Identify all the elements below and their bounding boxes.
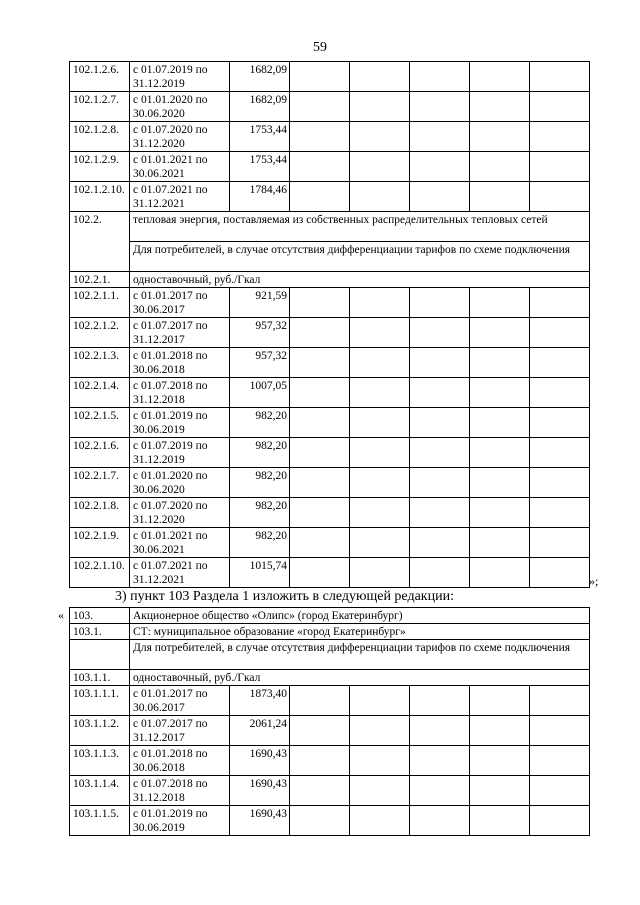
empty-cell	[290, 378, 350, 408]
empty-cell	[350, 686, 410, 716]
empty-cell	[350, 558, 410, 588]
empty-cell	[530, 408, 590, 438]
empty-cell	[290, 122, 350, 152]
row-code: 102.1.2.6.	[70, 62, 130, 92]
empty-cell	[410, 318, 470, 348]
tariff-table-1	[69, 61, 590, 588]
empty-cell	[410, 408, 470, 438]
table-row	[70, 498, 590, 528]
row-code: 103.1.	[70, 624, 130, 640]
empty-cell	[290, 746, 350, 776]
row-code: 103.1.1.	[70, 670, 130, 686]
row-value: 982,20	[230, 468, 290, 498]
row-heading: одноставочный, руб./Гкал	[130, 272, 590, 288]
row-code: 103.	[70, 608, 130, 624]
empty-cell	[350, 716, 410, 746]
empty-cell	[290, 528, 350, 558]
row-code: 102.2.1.	[70, 272, 130, 288]
empty-cell	[350, 348, 410, 378]
table-row	[70, 152, 590, 182]
row-period: с 01.01.2021 по 30.06.2021	[130, 528, 230, 558]
row-code: 102.2.1.3.	[70, 348, 130, 378]
row-value: 1682,09	[230, 92, 290, 122]
opening-quote-mark: «	[58, 608, 64, 622]
empty-cell	[470, 686, 530, 716]
table-row	[70, 438, 590, 468]
closing-quote-mark: »;	[589, 574, 599, 588]
empty-cell	[290, 408, 350, 438]
row-period: с 01.01.2019 по 30.06.2019	[130, 806, 230, 836]
empty-cell	[410, 182, 470, 212]
empty-cell	[290, 62, 350, 92]
empty-cell	[530, 152, 590, 182]
empty-cell	[530, 182, 590, 212]
empty-cell	[470, 746, 530, 776]
row-value: 1753,44	[230, 122, 290, 152]
note-row	[70, 242, 590, 272]
row-code: 102.2.1.1.	[70, 288, 130, 318]
row-code: 102.2.1.10.	[70, 558, 130, 588]
empty-cell	[470, 318, 530, 348]
note-text: Для потребителей, в случае отсутствия дифференциации тарифов по схеме подключения	[130, 640, 590, 670]
empty-cell	[290, 686, 350, 716]
empty-cell	[410, 528, 470, 558]
empty-cell	[350, 62, 410, 92]
row-value: 1690,43	[230, 776, 290, 806]
row-code: 103.1.1.5.	[70, 806, 130, 836]
empty-cell	[290, 182, 350, 212]
empty-cell	[350, 378, 410, 408]
empty-cell	[290, 776, 350, 806]
heading-row	[70, 624, 590, 640]
empty-cell	[290, 806, 350, 836]
row-value: 921,59	[230, 288, 290, 318]
empty-cell	[470, 716, 530, 746]
tariff-table-2	[69, 607, 590, 836]
empty-cell	[350, 318, 410, 348]
empty-cell	[470, 152, 530, 182]
empty-cell	[350, 182, 410, 212]
row-value: 1682,09	[230, 62, 290, 92]
row-period: с 01.01.2017 по 30.06.2017	[130, 288, 230, 318]
note-text: Для потребителей, в случае отсутствия дифференциации тарифов по схеме подключения	[130, 242, 590, 272]
empty-cell	[410, 92, 470, 122]
empty-cell	[350, 776, 410, 806]
empty-cell	[470, 498, 530, 528]
empty-cell	[410, 122, 470, 152]
empty-cell	[530, 348, 590, 378]
empty-cell	[530, 318, 590, 348]
empty-cell	[350, 288, 410, 318]
empty-cell	[290, 498, 350, 528]
table-row	[70, 716, 590, 746]
row-heading: Акционерное общество «Олипс» (город Екатеринбург)	[130, 608, 590, 624]
row-code: 103.1.1.3.	[70, 746, 130, 776]
empty-cell	[290, 468, 350, 498]
empty-cell	[290, 348, 350, 378]
heading-row	[70, 670, 590, 686]
empty-cell	[350, 498, 410, 528]
empty-cell	[410, 716, 470, 746]
row-period: с 01.07.2018 по 31.12.2018	[130, 776, 230, 806]
row-period: с 01.07.2021 по 31.12.2021	[130, 182, 230, 212]
row-code: 102.2.1.6.	[70, 438, 130, 468]
table-row	[70, 408, 590, 438]
heading-row	[70, 272, 590, 288]
instruction-text: 3) пункт 103 Раздела 1 изложить в следующей редакции:	[115, 589, 454, 604]
row-value: 982,20	[230, 528, 290, 558]
row-period: с 01.01.2018 по 30.06.2018	[130, 348, 230, 378]
empty-cell	[350, 92, 410, 122]
empty-cell	[470, 558, 530, 588]
row-period: с 01.01.2018 по 30.06.2018	[130, 746, 230, 776]
row-code: 103.1.1.1.	[70, 686, 130, 716]
empty-cell	[410, 378, 470, 408]
empty-cell	[530, 746, 590, 776]
row-code: 102.1.2.8.	[70, 122, 130, 152]
heading-row	[70, 608, 590, 624]
row-period: с 01.01.2021 по 30.06.2021	[130, 152, 230, 182]
empty-cell	[410, 438, 470, 468]
row-code: 102.2.1.9.	[70, 528, 130, 558]
empty-cell	[530, 62, 590, 92]
empty-cell	[530, 558, 590, 588]
empty-cell	[410, 806, 470, 836]
empty-cell	[470, 288, 530, 318]
empty-cell	[470, 348, 530, 378]
page-number: 59	[313, 40, 327, 55]
empty-cell	[470, 468, 530, 498]
section-description: тепловая энергия, поставляемая из собственных распределительных тепловых сетей	[130, 212, 590, 242]
table-row	[70, 746, 590, 776]
note-row	[70, 640, 590, 670]
empty-cell	[470, 528, 530, 558]
empty-cell	[350, 528, 410, 558]
empty-cell	[530, 686, 590, 716]
empty-cell	[290, 92, 350, 122]
table-row	[70, 468, 590, 498]
row-value: 1753,44	[230, 152, 290, 182]
table-row	[70, 182, 590, 212]
empty-cell	[410, 468, 470, 498]
row-heading: одноставочный, руб./Гкал	[130, 670, 590, 686]
row-period: с 01.07.2020 по 31.12.2020	[130, 498, 230, 528]
table-row	[70, 348, 590, 378]
row-value: 2061,24	[230, 716, 290, 746]
empty-cell	[530, 438, 590, 468]
empty-cell	[530, 806, 590, 836]
empty-cell	[410, 288, 470, 318]
empty-cell	[350, 152, 410, 182]
empty-cell	[470, 122, 530, 152]
row-code: 102.2.1.8.	[70, 498, 130, 528]
row-value: 982,20	[230, 438, 290, 468]
empty-cell	[530, 528, 590, 558]
table-row	[70, 92, 590, 122]
row-value: 1690,43	[230, 806, 290, 836]
row-value: 957,32	[230, 318, 290, 348]
row-code: 102.2.1.7.	[70, 468, 130, 498]
table-row	[70, 318, 590, 348]
empty-cell	[410, 348, 470, 378]
empty-cell	[530, 288, 590, 318]
empty-cell	[350, 746, 410, 776]
row-code: 102.1.2.9.	[70, 152, 130, 182]
empty-cell	[290, 288, 350, 318]
row-code: 102.2.	[70, 212, 130, 272]
empty-cell	[410, 776, 470, 806]
row-value: 957,32	[230, 348, 290, 378]
row-code: 102.2.1.2.	[70, 318, 130, 348]
table-row	[70, 62, 590, 92]
empty-cell	[290, 318, 350, 348]
row-period: с 01.01.2020 по 30.06.2020	[130, 468, 230, 498]
row-value: 1690,43	[230, 746, 290, 776]
row-code: 102.2.1.4.	[70, 378, 130, 408]
empty-cell	[530, 716, 590, 746]
table-row	[70, 558, 590, 588]
row-period: с 01.07.2017 по 31.12.2017	[130, 318, 230, 348]
row-period: с 01.01.2017 по 30.06.2017	[130, 686, 230, 716]
row-code: 102.1.2.7.	[70, 92, 130, 122]
empty-cell	[530, 498, 590, 528]
empty-cell	[470, 806, 530, 836]
row-period: с 01.07.2018 по 31.12.2018	[130, 378, 230, 408]
table-row	[70, 288, 590, 318]
empty-cell	[290, 438, 350, 468]
empty-cell	[410, 558, 470, 588]
empty-cell	[290, 558, 350, 588]
table-row	[70, 686, 590, 716]
empty-cell	[410, 686, 470, 716]
empty-cell	[410, 152, 470, 182]
empty-cell	[530, 378, 590, 408]
row-period: с 01.07.2019 по 31.12.2019	[130, 438, 230, 468]
row-code: 103.1.1.2.	[70, 716, 130, 746]
row-period: с 01.01.2020 по 30.06.2020	[130, 92, 230, 122]
section-row	[70, 212, 590, 242]
empty-cell	[470, 92, 530, 122]
row-period: с 01.07.2017 по 31.12.2017	[130, 716, 230, 746]
table-row	[70, 776, 590, 806]
empty-cell	[470, 182, 530, 212]
table-row	[70, 122, 590, 152]
empty-cell	[350, 468, 410, 498]
row-value: 1784,46	[230, 182, 290, 212]
empty-cell	[410, 62, 470, 92]
empty-cell	[350, 408, 410, 438]
empty-cell	[530, 122, 590, 152]
row-value: 982,20	[230, 498, 290, 528]
row-period: с 01.01.2019 по 30.06.2019	[130, 408, 230, 438]
empty-cell	[290, 716, 350, 746]
empty-cell	[350, 122, 410, 152]
table-row	[70, 378, 590, 408]
row-period: с 01.07.2020 по 31.12.2020	[130, 122, 230, 152]
row-code: 103.1.1.4.	[70, 776, 130, 806]
empty-cell	[350, 438, 410, 468]
row-period: с 01.07.2021 по 31.12.2021	[130, 558, 230, 588]
row-heading: СТ: муниципальное образование «город Екатеринбург»	[130, 624, 590, 640]
row-value: 1873,40	[230, 686, 290, 716]
empty-cell	[350, 806, 410, 836]
empty-cell	[530, 468, 590, 498]
row-value: 1007,05	[230, 378, 290, 408]
row-code: 102.2.1.5.	[70, 408, 130, 438]
empty-cell	[410, 746, 470, 776]
empty-cell	[530, 776, 590, 806]
row-period: с 01.07.2019 по 31.12.2019	[130, 62, 230, 92]
empty-cell	[290, 152, 350, 182]
empty-cell	[70, 640, 130, 670]
row-value: 982,20	[230, 408, 290, 438]
row-value: 1015,74	[230, 558, 290, 588]
row-code: 102.1.2.10.	[70, 182, 130, 212]
empty-cell	[470, 378, 530, 408]
empty-cell	[470, 408, 530, 438]
empty-cell	[410, 498, 470, 528]
empty-cell	[530, 92, 590, 122]
table-row	[70, 528, 590, 558]
empty-cell	[470, 62, 530, 92]
table-row	[70, 806, 590, 836]
empty-cell	[470, 776, 530, 806]
empty-cell	[470, 438, 530, 468]
